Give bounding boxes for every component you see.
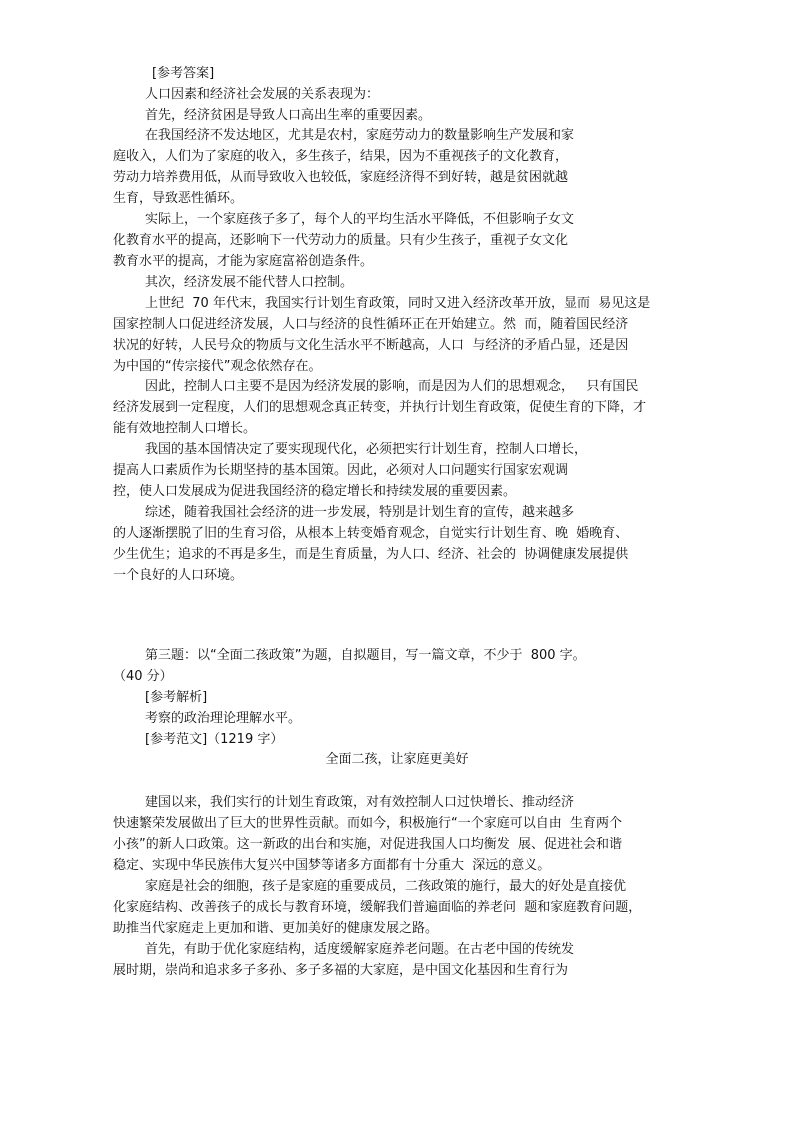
essay-line: 家庭是社会的细胞，孩子是家庭的重要成员，二孩政策的施行，最大的好处是直接优 (145, 879, 627, 894)
essay-title: 全面二孩，让家庭更美好 (325, 752, 469, 767)
paragraph-line: 经济发展到一定程度，人们的思想观念真正转变，并执行计划生育政策，促使生育的下降，才 (113, 400, 647, 415)
essay-line: 化家庭结构、改善孩子的成长与教育环境，缓解我们普遍面临的养老问 题和家庭教育问题， (113, 900, 642, 915)
paragraph-line: 提高人口素质作为长期坚持的基本国策。因此，必须对人口问题实行国家宏观调 (113, 463, 569, 478)
paragraph-line: 庭收入，人们为了家庭的收入，多生孩子，结果，因为不重视孩子的文化教育， (113, 149, 569, 164)
analysis-label: [参考解析] (145, 690, 208, 705)
question-text: 第三题：以“全面二孩政策”为题，自拟题目，写一篇文章，不少于 800 字。 (145, 648, 586, 663)
sample-essay-label: [参考范文]（1219 字） (145, 732, 284, 747)
paragraph-line: 其次，经济发展不能代替人口控制。 (145, 275, 354, 290)
paragraph-line: 能有效地控制人口增长。 (113, 421, 257, 436)
paragraph-line: 一个良好的人口环境。 (113, 568, 244, 583)
paragraph-line: 劳动力培养费用低，从而导致收入也较低，家庭经济得不到好转，越是贫困就越 (113, 170, 569, 185)
paragraph-line: 上世纪 70 年代末，我国实行计划生育政策，同时又进入经济改革开放，显而 易见这是 (145, 296, 651, 311)
analysis-text: 考察的政治理论理解水平。 (145, 711, 302, 726)
paragraph-line: 少生优生；追求的不再是多生，而是生育质量，为人口、经济、社会的 协调健康发展提供 (113, 547, 629, 562)
paragraph-line: 控，使人口发展成为促进我国经济的稳定增长和持续发展的重要因素。 (113, 484, 517, 499)
essay-line: 快速繁荣发展做出了巨大的世界性贡献。而如今，积极施行“一个家庭可以自由 生育两个 (113, 816, 623, 831)
paragraph-line: 的人逐渐摆脱了旧的生育习俗，从根本上转变婚育观念，自觉实行计划生育、晚 婚晚育、 (113, 526, 629, 541)
essay-line: 稳定、实现中华民族伟大复兴中国梦等诸多方面都有十分重大 深远的意义。 (113, 858, 551, 873)
paragraph-line: 生育，导致恶性循环。 (113, 191, 244, 206)
paragraph-line: 因此，控制人口主要不是因为经济发展的影响，而是因为人们的思想观念， 只有国民 (145, 379, 639, 394)
paragraph-line: 我国的基本国情决定了要实现现代化，必须把实行计划生育，控制人口增长， (145, 442, 588, 457)
answer-label: [参考答案] (152, 66, 215, 81)
question-score: （40 分） (113, 669, 173, 684)
paragraph-line: 化教育水平的提高，还影响下一代劳动力的质量。只有少生孩子，重视子女文化 (113, 233, 569, 248)
essay-line: 建国以来，我们实行的计划生育政策，对有效控制人口过快增长、推动经济 (145, 795, 575, 810)
paragraph-line: 在我国经济不发达地区，尤其是农村，家庭劳动力的数量影响生产发展和家 (145, 128, 575, 143)
paragraph-line: 状况的好转，人民号众的物质与文化生活水平不断越高，人口 与经济的矛盾凸显，还是因 (113, 338, 629, 353)
paragraph-line: 国家控制人口促进经济发展，人口与经济的良性循环正在开始建立。然 而，随着国民经济 (113, 317, 629, 332)
essay-line: 小孩”的新人口政策。这一新政的出台和实施，对促进我国人口均衡发 展、促进社会和谐 (113, 837, 623, 852)
paragraph-line: 人口因素和经济社会发展的关系表现为： (145, 87, 380, 102)
paragraph-line: 教育水平的提高，才能为家庭富裕创造条件。 (113, 254, 374, 269)
essay-line: 展时期，崇尚和追求多子多孙、多子多福的大家庭，是中国文化基因和生育行为 (113, 963, 569, 978)
essay-line: 首先，有助于优化家庭结构，适度缓解家庭养老问题。在古老中国的传统发 (145, 942, 575, 957)
paragraph-line: 为中国的“传宗接代”观念依然存在。 (113, 359, 322, 374)
paragraph-line: 首先，经济贫困是导致人口高出生率的重要因素。 (145, 108, 432, 123)
essay-line: 助推当代家庭走上更加和谐、更加美好的健康发展之路。 (113, 921, 439, 936)
paragraph-line: 综述，随着我国社会经济的进一步发展，特别是计划生育的宣传，越来越多 (145, 505, 575, 520)
paragraph-line: 实际上，一个家庭孩子多了，每个人的平均生活水平降低，不但影响子女文 (145, 212, 575, 227)
